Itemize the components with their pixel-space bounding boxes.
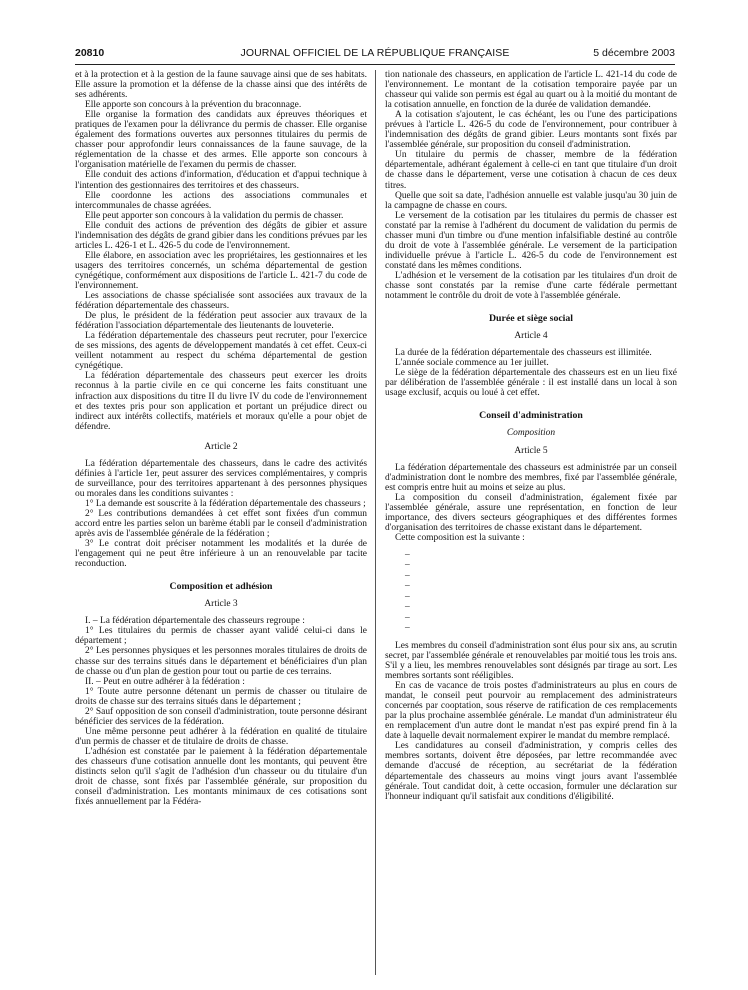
- page-header: [75, 47, 675, 61]
- paragraph: La fédération départementale des chasseurs, dans le cadre des activités définies à l'article 1er, peut assurer des services complémentaires, y compris de surveillance, pour des territoires appartenant à des personnes physiques ou morales dans les conditions suivantes :: [75, 458, 367, 499]
- article-heading: Article 5: [514, 445, 548, 456]
- paragraph: La durée de la fédération départementale des chasseurs est illimitée.: [395, 348, 652, 359]
- paragraph: Une même personne peut adhérer à la fédération en qualité de titulaire d'un permis de chasser et de titulaire de droits de chasse.: [75, 726, 367, 747]
- left-column: [75, 70, 367, 807]
- paragraph: I. – La fédération départementale des chasseurs regroupe :: [85, 616, 305, 627]
- paragraph: En cas de vacance de trois postes d'administrateurs au plus en cours de mandat, le conseil peut pourvoir au remplacement des administrateurs concernés par cooptation, sous réserve de ratification de ces remplacements par la plus prochaine assemblée générale. Le mandat d'un administrateur élu en remplacement d'un autre dont le mandat n'est pas expiré prend fin à la date à laquelle devait normalement expirer le mandat du membre remplacé.: [385, 681, 677, 742]
- paragraph: 1° Les titulaires du permis de chasser ayant validé celui-ci dans le département ;: [75, 626, 367, 647]
- paragraph: Elle organise la formation des candidats aux épreuves théoriques et pratiques de l'examen pour la délivrance du permis de chasser. Elle organise également des formations ouvertes aux personnes titulaires du permis de chasser pour approfondir leurs connaissances de la faune sauvage, de la réglementation de la chasse et des armes. Elle apporte son concours à l'organisation matérielle de l'examen du permis de chasser.: [75, 110, 367, 171]
- paragraph: Le siège de la fédération départementale des chasseurs est en un lieu fixé par délibération de l'assemblée générale : il est installé dans un local à son usage exclusif, acquis ou loué à cet effet.: [385, 368, 677, 399]
- page-number: 20810: [75, 47, 105, 59]
- article-heading: Article 4: [514, 331, 548, 342]
- paragraph: L'année sociale commence au 1er juillet.: [395, 358, 549, 369]
- paragraph: Elle coordonne les actions des associations communales et intercommunales de chasse agréées.: [75, 190, 367, 211]
- composition-blank-line: –: [405, 591, 410, 602]
- paragraph: La fédération départementale des chasseurs est administrée par un conseil d'administration dont le nombre des membres, fixé par l'assemblée générale, est compris entre huit au moins et seize au plus.: [385, 462, 677, 493]
- composition-blank-line: –: [405, 612, 410, 623]
- paragraph: tion nationale des chasseurs, en application de l'article L. 421-14 du code de l'environnement. Le montant de la cotisation temporaire payée par un chasseur qui valide son permis est égal au quart ou à la moitié du montant de la cotisation annuelle, en fonction de la durée de validation demandée.: [385, 70, 677, 111]
- paragraph: De plus, le président de la fédération peut associer aux travaux de la fédération l'association départementale des lieutenants de louveterie.: [75, 311, 367, 332]
- paragraph: 2° Sauf opposition de son conseil d'administration, toute personne désirant bénéficier des services de la fédération.: [75, 706, 367, 727]
- section-heading: Composition et adhésion: [169, 581, 273, 593]
- paragraph: 1° Toute autre personne détenant un permis de chasser ou titulaire de droits de chasse sur des terrains situés dans le département ;: [75, 686, 367, 707]
- paragraph: Les candidatures au conseil d'administration, y compris celles des membres sortants, doivent être déposées, par lettre recommandée avec demande d'accusé de réception, au secrétariat de la fédération départementale des chasseurs au moins vingt jours avant l'assemblée générale. Tout candidat doit, à cette occasion, formuler une déclaration sur l'honneur indiquant qu'il satisfait aux conditions d'éligibilité.: [385, 741, 677, 802]
- composition-blank-line: –: [405, 560, 410, 571]
- paragraph: et à la protection et à la gestion de la faune sauvage ainsi que de ses habitats. Elle assure la promotion et la défense de la chasse ainsi que des intérêts de ses adhérents.: [75, 70, 367, 101]
- composition-blank-line: –: [405, 581, 410, 592]
- paragraph: Cette composition est la suivante :: [395, 532, 525, 543]
- paragraph: La fédération départementale des chasseurs peut recruter, pour l'exercice de ses missions, des agents de développement mandatés à cet effet. Ceux-ci veillent notamment au respect du schéma départemental de gestion cynégétique.: [75, 331, 367, 372]
- paragraph: Elle élabore, en association avec les propriétaires, les gestionnaires et les usagers des territoires concernés, un schéma départemental de gestion cynégétique, conformément aux dispositions de l'article L. 421-7 du code de l'environnement.: [75, 250, 367, 291]
- section-heading: Durée et siège social: [488, 313, 574, 325]
- paragraph: 3° Le contrat doit préciser notamment les modalités et la durée de l'engagement qui ne peut être inférieure à un an renouvelable par tacite reconduction.: [75, 539, 367, 570]
- composition-blank-line: –: [405, 570, 410, 581]
- paragraph: Les associations de chasse spécialisée sont associées aux travaux de la fédération départementale des chasseurs.: [75, 291, 367, 312]
- section-heading: Conseil d'administration: [479, 410, 583, 422]
- paragraph: Le versement de la cotisation par les titulaires du permis de chasser est constaté par la remise à l'adhérent du document de validation du permis de chasser muni d'un timbre ou d'une mention infalsifiable destiné au contrôle du droit de vote à l'assemblée générale. Le versement de la participation individuelle prévue à l'article L. 426-5 du code de l'environnement est constaté dans les mêmes conditions.: [385, 210, 677, 271]
- subsection-heading: Composition: [506, 428, 556, 439]
- paragraph: Elle peut apporter son concours à la validation du permis de chasser.: [85, 210, 344, 221]
- paragraph: L'adhésion est constatée par le paiement à la fédération départementale des chasseurs d'une cotisation annuelle dont les montants, qui peuvent être distincts selon qu'il s'agit de l'adhésion d'un chasseur ou du titulaire d'un droit de chasse, sont fixés par l'assemblée générale, sur proposition du conseil d'administration. Les montants minimaux de ces cotisations sont fixés annuellement par la Fédéra-: [75, 746, 367, 808]
- article-heading: Article 2: [204, 441, 238, 452]
- paragraph: Elle conduit des actions de prévention des dégâts de gibier et assure l'indemnisation des dégâts de grand gibier dans les conditions prévues par les articles L. 426-1 et L. 426-5 du code de l'environnement.: [75, 220, 367, 251]
- paragraph: 1° La demande est souscrite à la fédération départementale des chasseurs ;: [85, 498, 366, 509]
- paragraph: Elle apporte son concours à la prévention du braconnage.: [85, 100, 302, 111]
- paragraph: La composition du conseil d'administration, également fixée par l'assemblée générale, assure une représentation, en fonction de leur importance, des divers secteurs géographiques et des différentes formes d'organisation des territoires de chasse existant dans le département.: [385, 492, 677, 533]
- paragraph: II. – Peut en outre adhérer à la fédération :: [85, 676, 245, 687]
- composition-blank-line: –: [405, 602, 410, 613]
- paragraph: La fédération départementale des chasseurs peut exercer les droits reconnus à la partie civile en ce qui concerne les faits constituant une infraction aux dispositions du titre II du livre IV du code de l'environnement et des textes pris pour son application et portant un préjudice direct ou indirect aux intérêts collectifs, matériels et moraux qu'elle a pour objet de défendre.: [75, 371, 367, 432]
- paragraph: Elle conduit des actions d'information, d'éducation et d'appui technique à l'intention des gestionnaires des territoires et des chasseurs.: [75, 170, 367, 191]
- composition-blank-line: –: [405, 549, 410, 560]
- right-column: [385, 70, 677, 802]
- composition-blank-line: –: [405, 623, 410, 634]
- paragraph: L'adhésion et le versement de la cotisation par les titulaires d'un droit de chasse sont constatés par la remise d'une carte fédérale permettant notamment le contrôle du droit de vote à l'assemblée générale.: [385, 270, 677, 302]
- header-rule: [75, 64, 675, 65]
- paragraph: A la cotisation s'ajoutent, le cas échéant, les ou l'une des participations prévues à l'article L. 426-5 du code de l'environnement, pour contribuer à l'indemnisation des dégâts de grand gibier. Leurs montants sont fixés par l'assemblée générale, sur proposition du conseil d'administration.: [385, 110, 677, 151]
- journal-title: JOURNAL OFFICIEL DE LA RÉPUBLIQUE FRANÇAISE: [240, 47, 510, 59]
- paragraph: Un titulaire du permis de chasser, membre de la fédération départementale, adhérant également à celle-ci en tant que titulaire d'un droit de chasse dans le département, verse une cotisation à chacun de ces deux titres.: [385, 150, 677, 191]
- paragraph: Quelle que soit sa date, l'adhésion annuelle est valable jusqu'au 30 juin de la campagne de chasse en cours.: [385, 190, 677, 211]
- article-heading: Article 3: [204, 599, 238, 610]
- paragraph: 2° Les contributions demandées à cet effet sont fixées d'un commun accord entre les parties selon un barème établi par le conseil d'administration après avis de l'assemblée générale de la fédération ;: [75, 508, 367, 540]
- column-divider: [375, 70, 376, 975]
- paragraph: 2° Les personnes physiques et les personnes morales titulaires de droits de chasse sur des terrains situés dans le département et bénéficiaires d'un plan de chasse ou d'un plan de gestion pour tout ou partie de ces terrains.: [75, 646, 367, 677]
- paragraph: Les membres du conseil d'administration sont élus pour six ans, au scrutin secret, par l'assemblée générale et renouvelables par moitié tous les trois ans. S'il y a lieu, les membres renouvelables sont désignés par tirage au sort. Les membres sortants sont rééligibles.: [385, 640, 677, 682]
- publication-date: 5 décembre 2003: [593, 47, 675, 59]
